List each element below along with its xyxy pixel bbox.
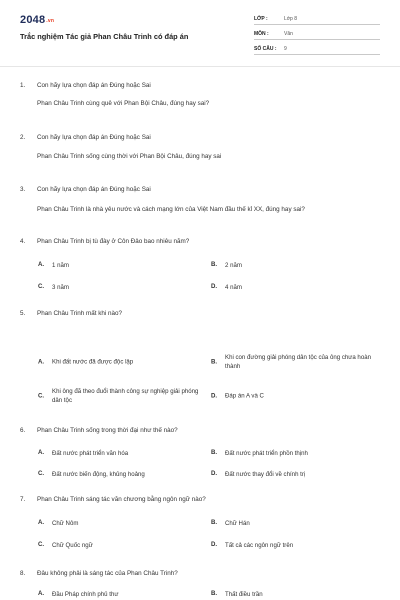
answer-option-c[interactable]	[38, 541, 208, 551]
header-divider	[0, 66, 400, 67]
answer-option-d[interactable]	[211, 384, 381, 408]
question-number: 1.	[20, 82, 26, 89]
meta-class-label: LỚP :	[254, 16, 268, 22]
option-letter: B.	[211, 449, 218, 456]
option-letter: A.	[38, 519, 45, 526]
option-letter: D.	[211, 283, 218, 290]
meta-count-label: SỐ CÂU :	[254, 46, 277, 52]
option-letter: C.	[38, 470, 45, 477]
answer-option-a[interactable]	[38, 350, 208, 374]
question-statement: Phan Châu Trinh là nhà yêu nước và cách mạng lớn của Việt Nam đầu thế kỉ XX, đúng hay sai?	[37, 206, 305, 213]
option-letter: C.	[38, 283, 45, 290]
meta-subject-label: MÔN :	[254, 31, 269, 37]
question-text: Đâu không phải là sáng tác của Phan Châu Trinh?	[37, 570, 178, 577]
question-text: Phan Châu Trinh sống trong thời đại như thế nào?	[37, 427, 178, 434]
question-number: 6.	[20, 427, 26, 434]
answer-option-d[interactable]	[211, 541, 381, 551]
question-number: 2.	[20, 134, 26, 141]
option-letter: B.	[211, 519, 218, 526]
answer-option-b[interactable]	[211, 590, 381, 600]
question-number: 7.	[20, 496, 26, 503]
answer-option-c[interactable]	[38, 283, 208, 293]
option-letter: C.	[38, 392, 45, 400]
option-letter: D.	[211, 470, 218, 477]
option-text: Đất nước phát triển phồn thịnh	[225, 450, 308, 457]
question-text: Phan Châu Trinh mất khi nào?	[37, 310, 123, 317]
option-text: 1 năm	[52, 262, 69, 269]
option-letter: D.	[211, 392, 218, 400]
question-text: Phan Châu Trinh sáng tác văn chương bằng ngôn ngữ nào?	[37, 496, 206, 503]
answer-option-a[interactable]	[38, 519, 208, 529]
question-number: 3.	[20, 186, 26, 193]
site-logo[interactable]	[20, 14, 54, 26]
option-text: Khi ông đã theo đuổi thành công sự nghiệp giải phóng dân tộc	[52, 387, 199, 404]
option-letter: A.	[38, 261, 45, 268]
question-number: 8.	[20, 570, 26, 577]
option-text: Đất nước biến động, khủng hoảng	[52, 471, 145, 478]
option-text: Chữ Quốc ngữ	[52, 542, 93, 549]
option-letter: D.	[211, 541, 218, 548]
option-letter: B.	[211, 358, 218, 366]
answer-option-a[interactable]	[38, 449, 208, 459]
answer-option-b[interactable]	[211, 449, 381, 459]
logo-text: 2048	[20, 14, 46, 26]
logo-suffix: .vn	[46, 18, 55, 24]
answer-option-d[interactable]	[211, 283, 381, 293]
option-text: Chữ Nôm	[52, 520, 79, 527]
option-letter: A.	[38, 449, 45, 456]
question-statement: Phan Châu Trinh sống cùng thời với Phan Bội Châu, đúng hay sai	[37, 153, 222, 160]
option-letter: C.	[38, 541, 45, 548]
meta-class	[254, 14, 380, 25]
option-text: Thất điều trần	[225, 591, 263, 598]
option-text: Khi con đường giải phóng dân tộc của ông chưa hoàn thành	[225, 353, 371, 370]
meta-subject-value: Văn	[284, 31, 293, 37]
answer-option-c[interactable]	[38, 470, 208, 480]
answer-option-c[interactable]	[38, 384, 208, 408]
option-text: 4 năm	[225, 284, 242, 291]
meta-class-value: Lớp 8	[284, 16, 298, 22]
option-text: Chữ Hán	[225, 520, 250, 527]
option-text: Tất cả các ngôn ngữ trên	[225, 542, 294, 549]
option-letter: A.	[38, 590, 45, 597]
question-number: 4.	[20, 238, 26, 245]
question-statement: Phan Châu Trinh cùng quê với Phan Bội Châu, đúng hay sai?	[37, 100, 210, 107]
answer-option-b[interactable]	[211, 519, 381, 529]
option-text: Đầu Pháp chính phủ thư	[52, 591, 119, 598]
meta-subject	[254, 29, 380, 40]
question-text: Con hãy lựa chọn đáp án Đúng hoặc Sai	[37, 82, 151, 89]
option-text: Đáp án A và C	[225, 392, 264, 400]
option-text: Đất nước thay đổi về chính trị	[225, 471, 306, 478]
option-letter: A.	[38, 358, 45, 366]
question-text: Con hãy lựa chọn đáp án Đúng hoặc Sai	[37, 186, 151, 193]
document-title: Trắc nghiệm Tác giả Phan Châu Trinh có đáp án	[20, 32, 189, 41]
option-text: 2 năm	[225, 262, 242, 269]
meta-count-value: 9	[284, 46, 287, 52]
option-letter: B.	[211, 590, 218, 597]
answer-option-b[interactable]	[211, 261, 381, 271]
option-text: Đất nước phát triển văn hóa	[52, 450, 129, 457]
option-letter: B.	[211, 261, 218, 268]
answer-option-a[interactable]	[38, 590, 208, 600]
meta-count	[254, 44, 380, 55]
option-text: Khi đất nước đã được độc lập	[52, 358, 134, 366]
document-header	[0, 0, 400, 66]
answer-option-b[interactable]	[211, 350, 381, 374]
answer-option-a[interactable]	[38, 261, 208, 271]
question-text: Con hãy lựa chọn đáp án Đúng hoặc Sai	[37, 134, 151, 141]
question-text: Phan Châu Trinh bị tù đày ở Côn Đảo bao nhiêu năm?	[37, 238, 190, 245]
question-number: 5.	[20, 310, 26, 317]
answer-option-d[interactable]	[211, 470, 381, 480]
option-text: 3 năm	[52, 284, 69, 291]
